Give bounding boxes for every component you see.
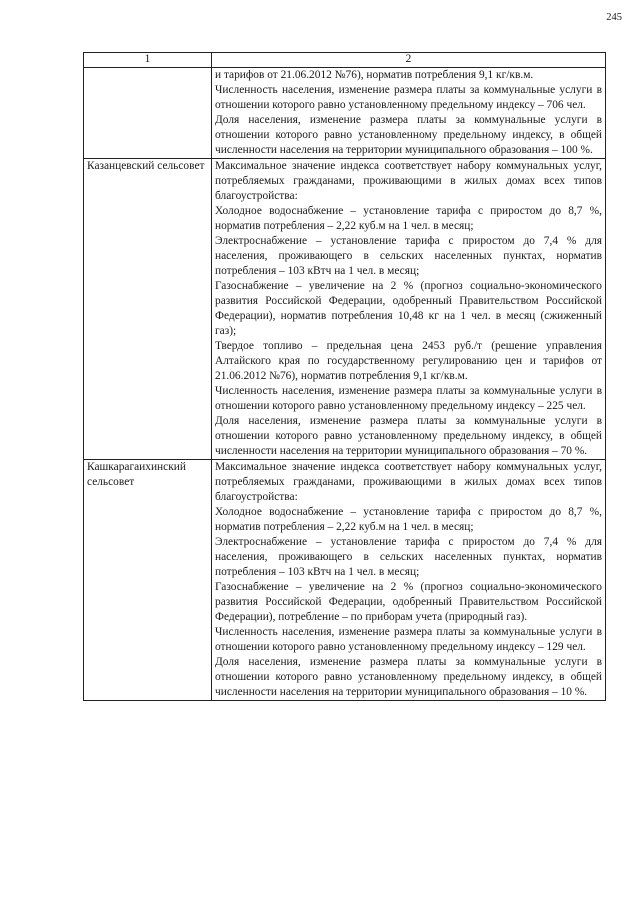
column-header-1: 1	[84, 53, 212, 68]
table-row	[84, 68, 606, 159]
paragraph: Доля населения, изменение размера платы за коммунальные услуги в отношении которого равно установленному предельному индексу, в общей численности населения на территории муниципального образования – 10 %.	[215, 656, 602, 698]
table-header-row	[84, 53, 606, 68]
tariff-description	[212, 68, 606, 159]
paragraph: Газоснабжение – увеличение на 2 % (прогноз социально-экономического развития Российской Федерации, одобренный Правительством Российской Федерации), потребление – по приборам учета (природный газ).	[215, 581, 602, 623]
paragraph: Численность населения, изменение размера платы за коммунальные услуги в отношении которого равно установленному предельному индексу – 225 чел.	[215, 385, 602, 412]
municipality-name	[84, 68, 212, 159]
paragraph: Твердое топливо – предельная цена 2453 руб./т (решение управления Алтайского края по государственному регулированию цен и тарифов от 21.06.2012 №76), норматив потребления 9,1 кг/кв.м.	[215, 340, 602, 382]
paragraph: Максимальное значение индекса соответствует набору коммунальных услуг, потребляемых гражданами, проживающими в жилых домах всех типов благоустройства:	[215, 160, 602, 202]
paragraph: и тарифов от 21.06.2012 №76), норматив потребления 9,1 кг/кв.м.	[215, 69, 534, 81]
paragraph: Численность населения, изменение размера платы за коммунальные услуги в отношении которого равно установленному предельному индексу – 706 чел.	[215, 84, 602, 111]
paragraph: Газоснабжение – увеличение на 2 % (прогноз социально-экономического развития Российской Федерации, одобренный Правительством Российской Федерации), норматив потребления 10,48 кг на 1 чел. в месяц (сжиженный газ);	[215, 280, 602, 337]
paragraph: Электроснабжение – установление тарифа с приростом до 7,4 % для населения, проживающего в сельских населенных пунктах, норматив потребления – 103 кВтч на 1 чел. в месяц;	[215, 536, 602, 578]
paragraph: Максимальное значение индекса соответствует набору коммунальных услуг, потребляемых гражданами, проживающими в жилых домах всех типов благоустройства:	[215, 461, 602, 503]
column-header-2: 2	[212, 53, 606, 68]
municipality-name: Кашкарагаихинский сельсовет	[84, 460, 212, 701]
municipality-name: Казанцевский сельсовет	[84, 159, 212, 460]
tariff-description	[212, 460, 606, 701]
page-number: 245	[606, 12, 622, 23]
tariff-description	[212, 159, 606, 460]
table-row	[84, 460, 606, 701]
table-row	[84, 159, 606, 460]
paragraph: Холодное водоснабжение – установление тарифа с приростом до 8,7 %, норматив потребления – 2,22 куб.м на 1 чел. в месяц;	[215, 205, 602, 232]
paragraph: Доля населения, изменение размера платы за коммунальные услуги в отношении которого равно установленному предельному индексу, в общей численности населения на территории муниципального образования – 100 %.	[215, 114, 602, 156]
paragraph: Доля населения, изменение размера платы за коммунальные услуги в отношении которого равно установленному предельному индексу, в общей численности населения на территории муниципального образования – 70 %.	[215, 415, 602, 457]
tariff-table	[83, 52, 606, 701]
paragraph: Численность населения, изменение размера платы за коммунальные услуги в отношении которого равно установленному предельному индексу – 129 чел.	[215, 626, 602, 653]
paragraph: Холодное водоснабжение – установление тарифа с приростом до 8,7 %, норматив потребления – 2,22 куб.м на 1 чел. в месяц;	[215, 506, 602, 533]
paragraph: Электроснабжение – установление тарифа с приростом до 7,4 % для населения, проживающего в сельских населенных пунктах, норматив потребления – 103 кВтч на 1 чел. в месяц;	[215, 235, 602, 277]
